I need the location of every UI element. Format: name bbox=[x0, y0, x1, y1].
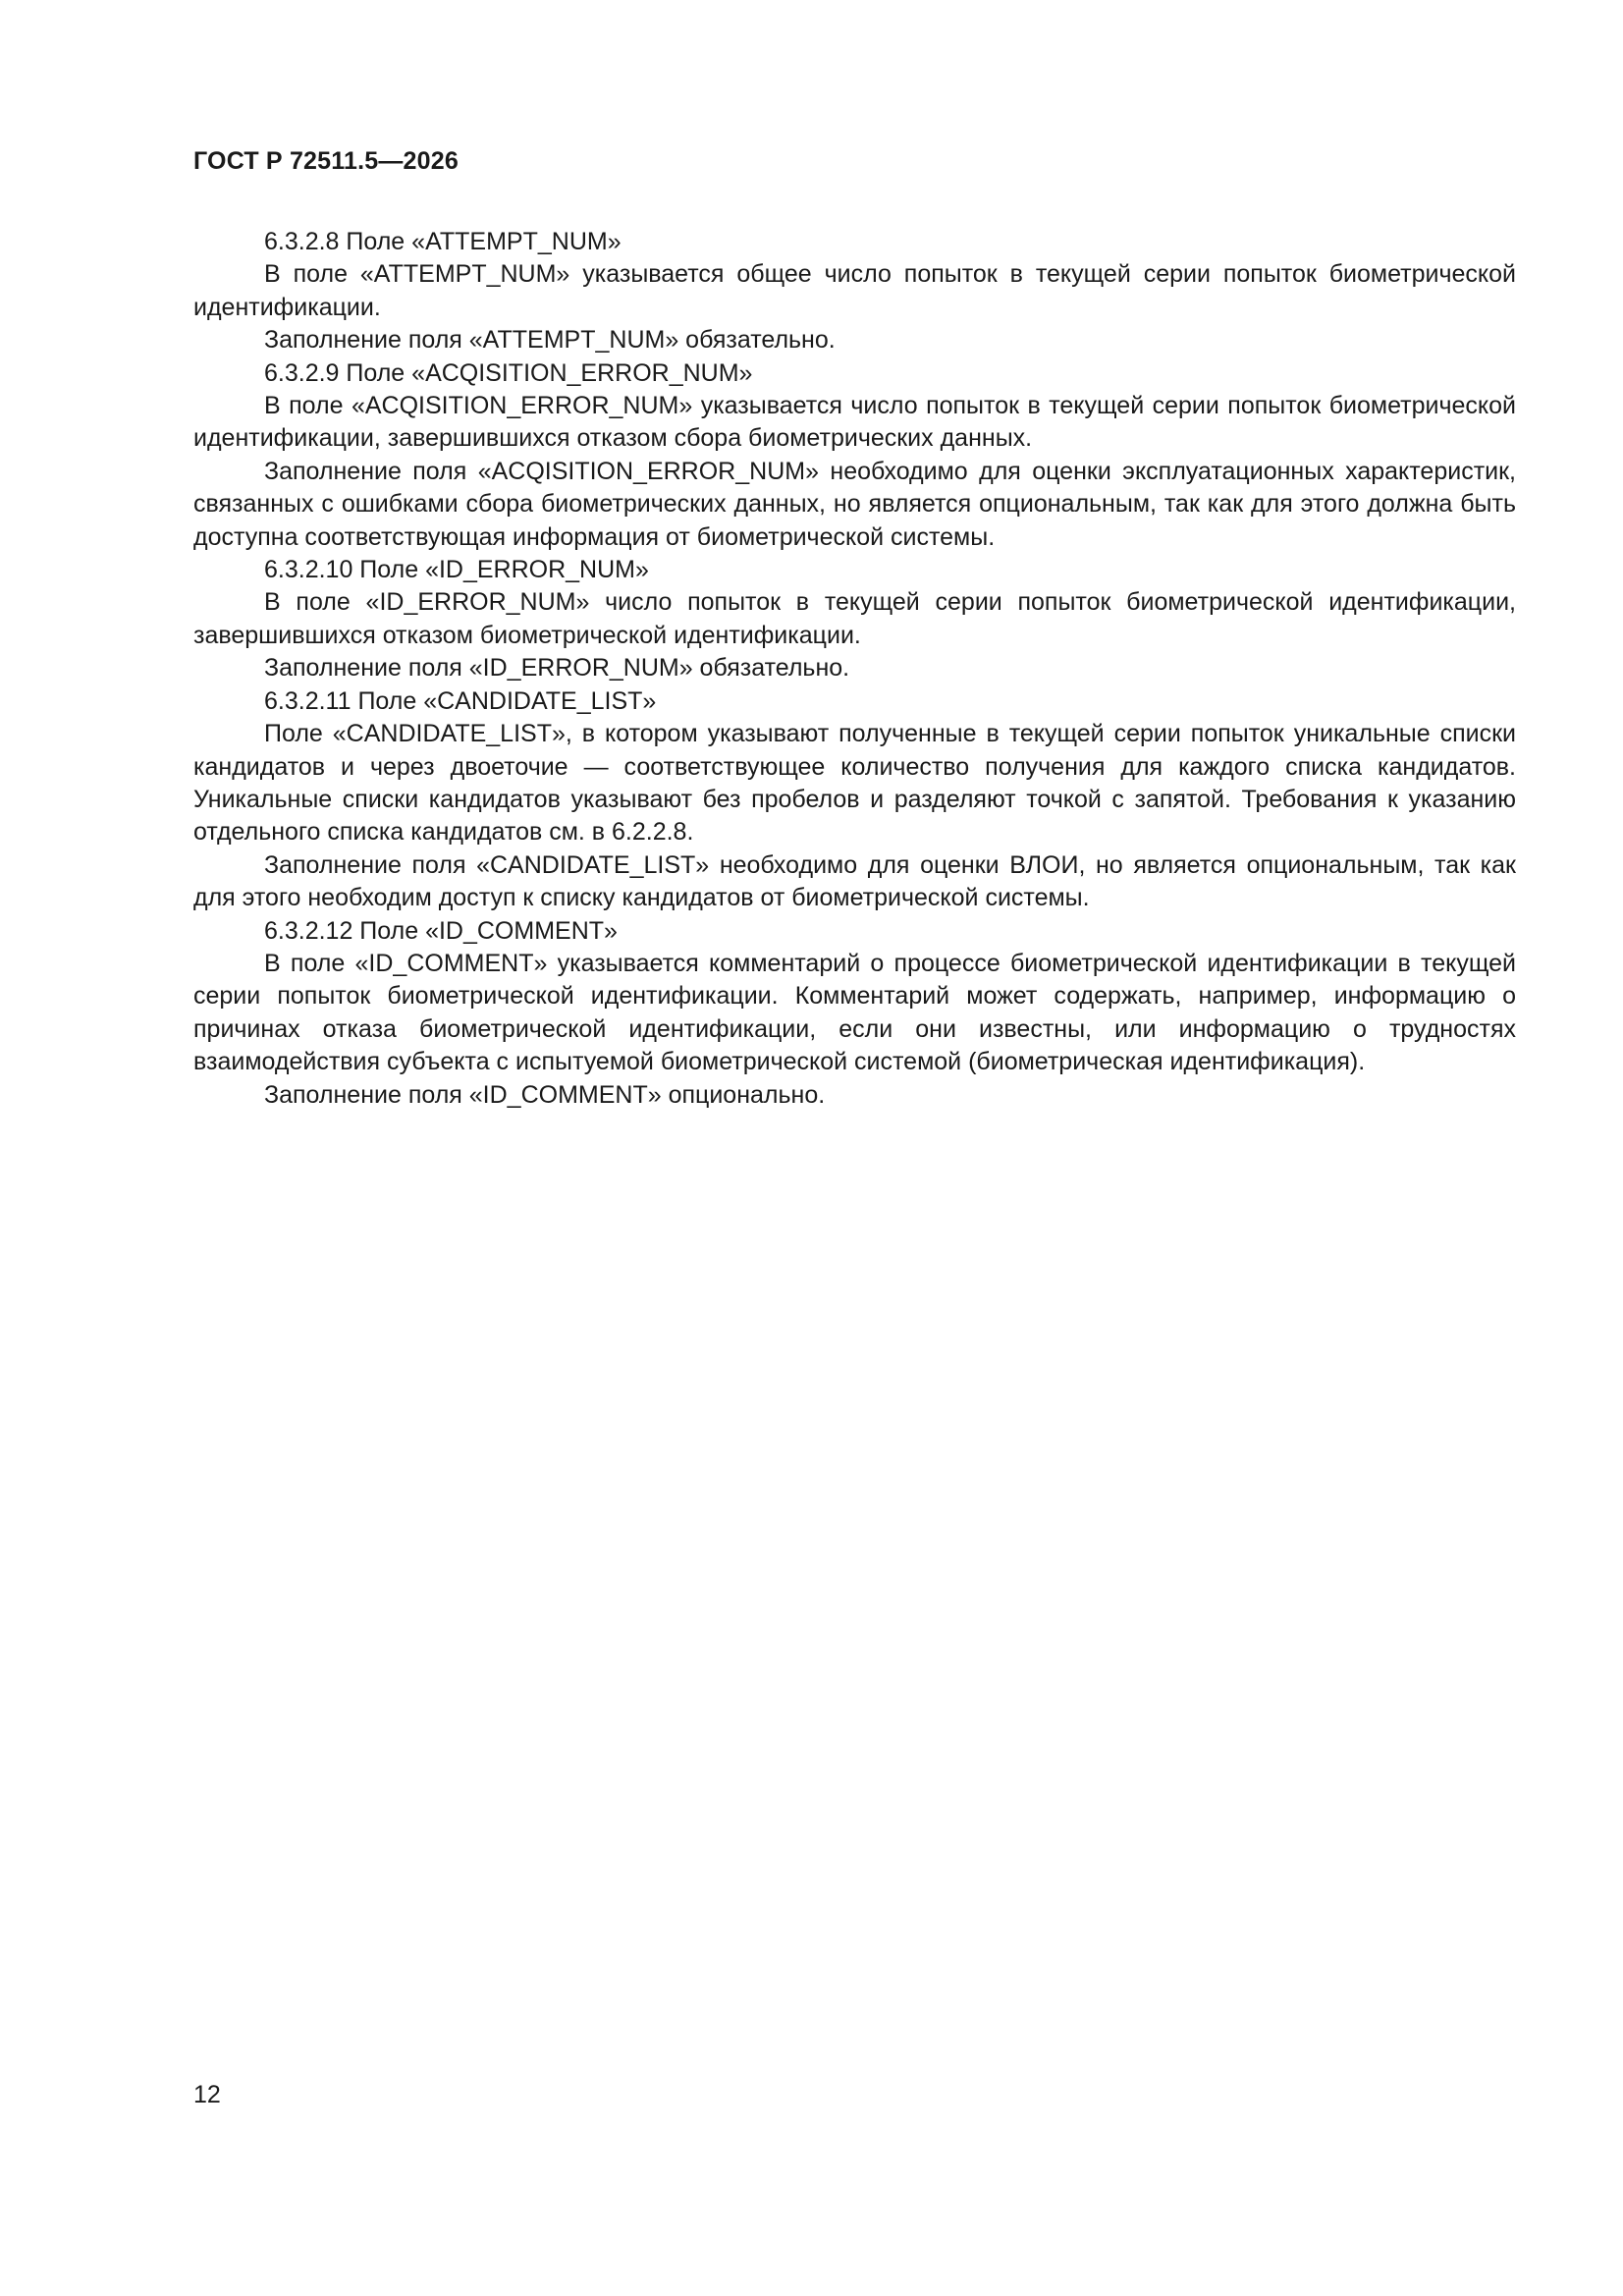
clause-paragraph: Заполнение поля «CANDIDATE_LIST» необходимо для оценки ВЛОИ, но является опциональным, так как для этого необходим доступ к списку кандидатов от биометрической системы. bbox=[193, 850, 1516, 912]
clause-heading: 6.3.2.11 Поле «CANDIDATE_LIST» bbox=[264, 686, 657, 715]
clause-paragraph: Поле «CANDIDATE_LIST», в котором указывают полученные в текущей серии попыток уникальные списки кандидатов и через двоеточие — соответствующее количество получения для каждого списка кандидатов. Уникальные списки кандидатов указывают без пробелов и разделяют точкой с запятой. Требования к указанию отдельного списка кандидатов см. в 6.2.2.8. bbox=[193, 720, 1516, 847]
clause-paragraph: Заполнение поля «ID_COMMENT» опционально. bbox=[264, 1080, 826, 1109]
clause-paragraph: В поле «ID_COMMENT» указывается комментарий о процессе биометрической идентификации в текущей серии попыток биометрической идентификации. Комментарий может содержать, например, информацию о причинах отказа биометрической идентификации, если они известны, или информацию о трудностях взаимодействия субъекта с испытуемой биометрической системой (биометрическая идентификация). bbox=[193, 949, 1516, 1076]
clause-paragraph: Заполнение поля «ID_ERROR_NUM» обязательно. bbox=[264, 654, 850, 683]
clause-heading: 6.3.2.10 Поле «ID_ERROR_NUM» bbox=[264, 556, 649, 584]
clause-heading: 6.3.2.9 Поле «ACQISITION_ERROR_NUM» bbox=[264, 358, 753, 387]
clause-paragraph: В поле «ACQISITION_ERROR_NUM» указывается число попыток в текущей серии попыток биометрической идентификации, завершившихся отказом сбора биометрических данных. bbox=[193, 392, 1516, 453]
clause-heading: 6.3.2.8 Поле «ATTEMPT_NUM» bbox=[264, 228, 622, 255]
clause-paragraph: Заполнение поля «ACQISITION_ERROR_NUM» необходимо для оценки эксплуатационных характеристик, связанных с ошибками сбора биометрических данных, но является опциональным, так как для этого должна быть доступна соответствующая информация от биометрической системы. bbox=[193, 457, 1516, 551]
page-number: 12 bbox=[193, 2081, 221, 2108]
clause-paragraph: В поле «ATTEMPT_NUM» указывается общее число попыток в текущей серии попыток биометрической идентификации. bbox=[193, 260, 1516, 321]
clause-paragraph: В поле «ID_ERROR_NUM» число попыток в текущей серии попыток биометрической идентификации, завершившихся отказом биометрической идентификации. bbox=[193, 588, 1516, 649]
document-code-header: ГОСТ Р 72511.5—2026 bbox=[193, 147, 459, 175]
clause-paragraph: Заполнение поля «ATTEMPT_NUM» обязательно. bbox=[264, 326, 836, 355]
clause-heading: 6.3.2.12 Поле «ID_COMMENT» bbox=[264, 916, 618, 945]
document-body bbox=[193, 226, 1516, 1112]
